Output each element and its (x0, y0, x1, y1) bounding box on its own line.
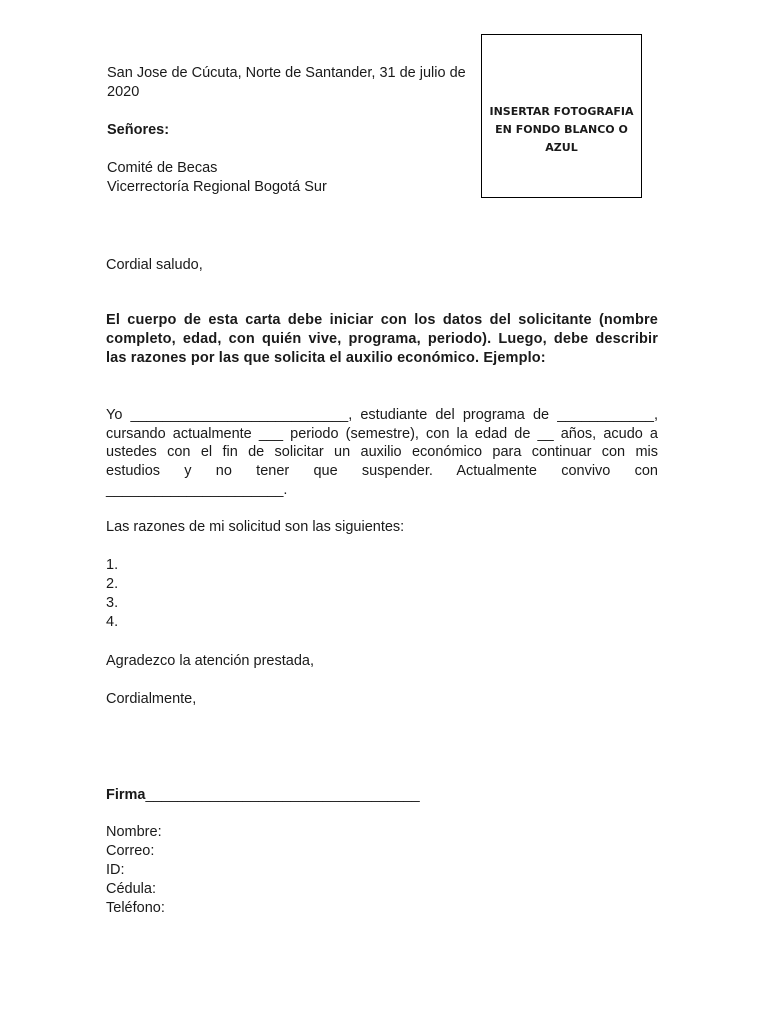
body-line1: Yo ___________________________, estudiante del programa de ____________, (106, 407, 658, 423)
place-date-line2: 2020 (107, 84, 140, 100)
field-nombre: Nombre: (106, 824, 162, 840)
field-correo: Correo: (106, 843, 155, 859)
reason-item: 3. (106, 595, 119, 611)
photo-placeholder-text: INSERTAR FOTOGRAFIA EN FONDO BLANCO O AZUL (489, 105, 634, 154)
instructions-line1: El cuerpo de esta carta debe iniciar con los datos del solicitante (nombre (106, 312, 658, 328)
field-telefono: Teléfono: (106, 900, 165, 916)
reasons-intro: Las razones de mi solicitud son las siguientes: (106, 519, 405, 535)
body-line2: cursando actualmente ___ periodo (semestre), con la edad de __ años, acudo a (106, 426, 658, 442)
greeting: Cordial saludo, (106, 257, 203, 273)
thanks-line: Agradezco la atención prestada, (106, 653, 314, 669)
field-cedula: Cédula: (106, 881, 156, 897)
signature-row (106, 786, 420, 805)
reason-item: 1. (106, 557, 119, 573)
instructions-line2: completo, edad, con quién vive, programa, periodo). Luego, debe describir (106, 331, 658, 347)
photo-placeholder-box (481, 34, 642, 198)
body-line5: ______________________. (106, 482, 288, 498)
salutation-title: Señores: (107, 122, 170, 138)
signature-label: Firma (106, 787, 146, 803)
instructions-line3: las razones por las que solicita el auxilio económico. Ejemplo: (106, 350, 546, 366)
reason-item: 2. (106, 576, 119, 592)
signature-line: __________________________________ (145, 787, 420, 803)
closing-line: Cordialmente, (106, 691, 197, 707)
recipient-line2: Vicerrectoría Regional Bogotá Sur (107, 179, 327, 195)
reason-item: 4. (106, 614, 119, 630)
field-id: ID: (106, 862, 125, 878)
recipient-line1: Comité de Becas (107, 160, 218, 176)
body-line4: estudios y no tener que suspender. Actualmente convivo con (106, 463, 658, 479)
body-line3: ustedes con el fin de solicitar un auxilio económico para continuar con mis (106, 444, 658, 460)
place-date-line1: San Jose de Cúcuta, Norte de Santander, 31 de julio de (107, 65, 466, 81)
